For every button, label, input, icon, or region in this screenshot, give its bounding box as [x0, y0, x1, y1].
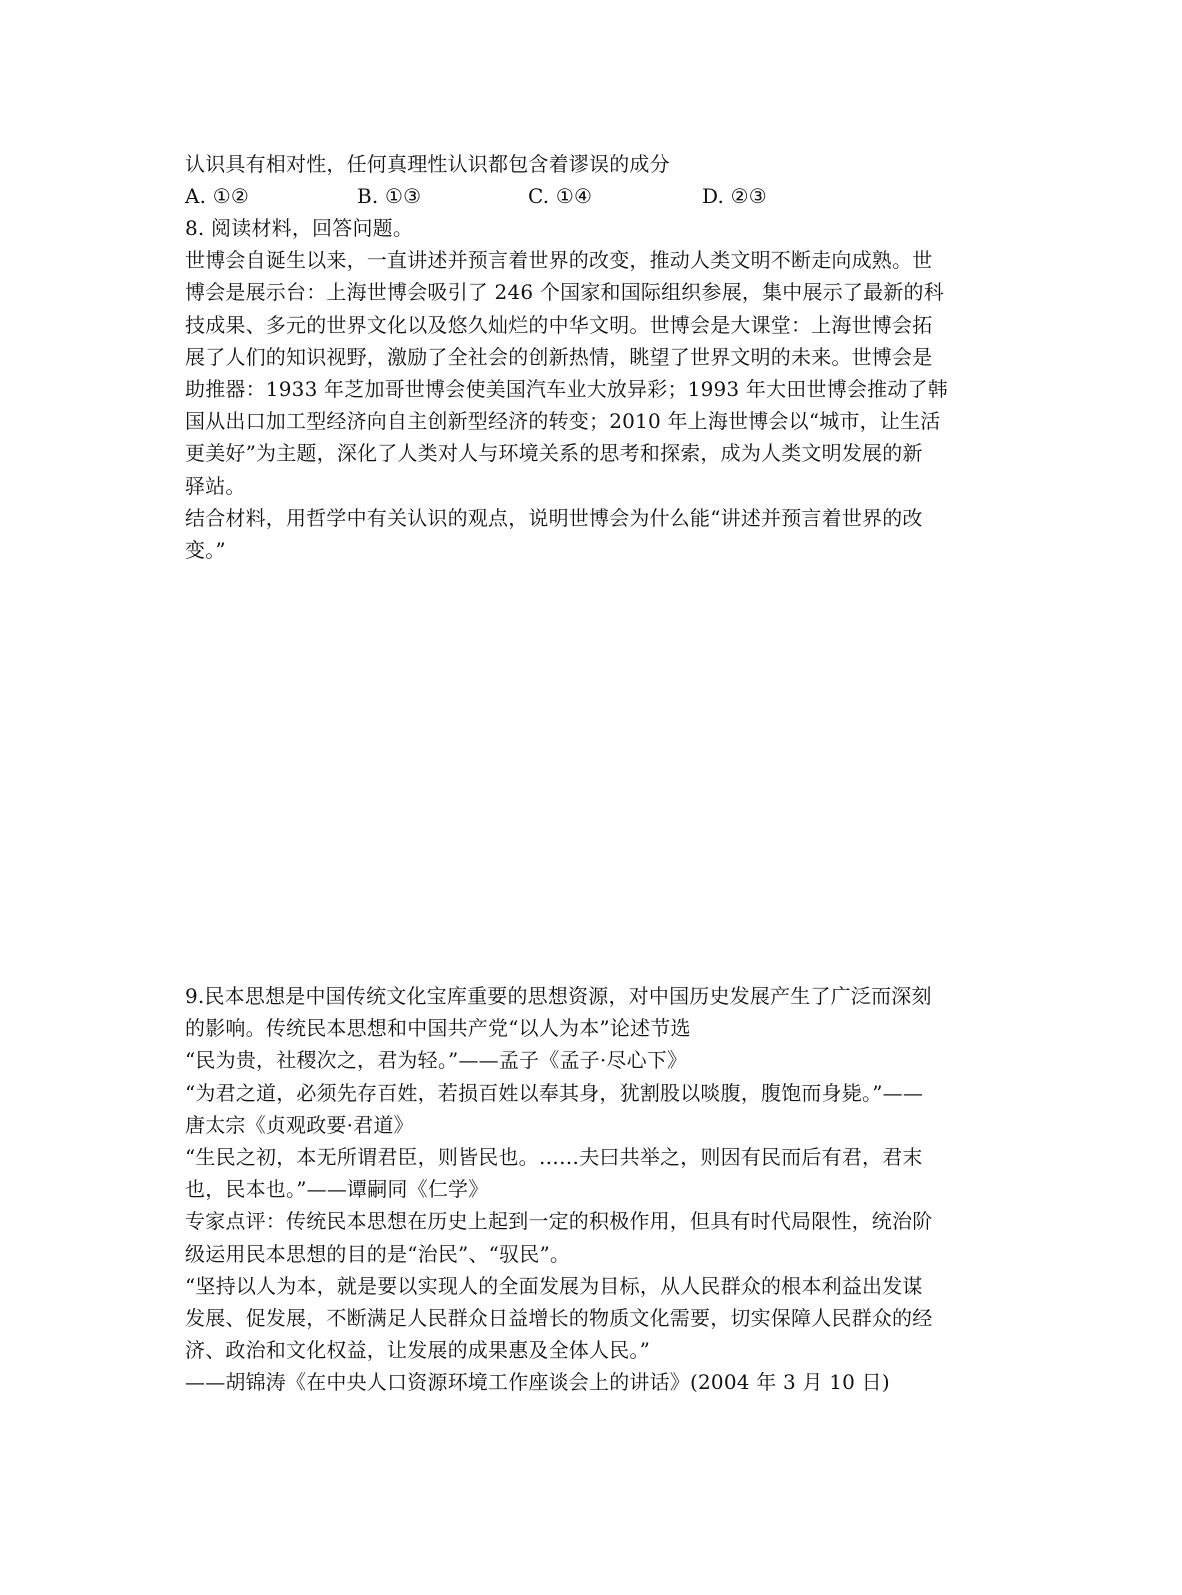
- q7-option-c: C. ①④: [528, 184, 593, 209]
- q9-quote-tan-source: 也，民本也。”——谭嗣同《仁学》: [185, 1177, 489, 1202]
- q8-material-line: 助推器：1933 年芝加哥世博会使美国汽车业大放异彩；1993 年大田世博会推动了韩: [185, 376, 948, 401]
- q8-material-line: 世博会自诞生以来，一直讲述并预言着世界的改变，推动人类文明不断走向成熟。世: [185, 248, 933, 273]
- q9-quote-hu: “坚持以人为本，就是要以实现人的全面发展为目标，从人民群众的根本利益出发谋: [185, 1273, 923, 1298]
- q8-material: [185, 244, 985, 502]
- q9-quote-taizong-source: 唐太宗《贞观政要·君道》: [185, 1112, 414, 1137]
- q7-option-a: A. ①②: [185, 184, 250, 209]
- q9-line: 9.民本思想是中国传统文化宝库重要的思想资源，对中国历史发展产生了广泛而深刻: [185, 984, 932, 1008]
- q7-option-d: D. ②③: [702, 184, 767, 209]
- q9-expert-comment: 专家点评：传统民本思想在历史上起到一定的积极作用，但具有时代局限性，统治阶: [185, 1209, 933, 1234]
- q9-expert-comment: 级运用民本思想的目的是“治民”、“驭民”。: [185, 1241, 571, 1266]
- q9-quote-hu-source: ——胡锦涛《在中央人口资源环境工作座谈会上的讲话》(2004 年 3 月 10 日): [185, 1370, 890, 1395]
- q9-quote-taizong: “为君之道，必须先存百姓，若损百姓以奉其身，犹割股以啖腹，腹饱而身毙。”——: [185, 1080, 924, 1105]
- q8-material-line: 展了人们的知识视野，激励了全社会的创新热情，眺望了世界文明的未来。世博会是: [185, 344, 933, 369]
- question-7-tail: [185, 148, 985, 212]
- question-9: [185, 980, 985, 1398]
- q8-question: [185, 502, 985, 566]
- q7-option-b: B. ①③: [357, 184, 422, 209]
- q9-quote-mencius: “民为贵，社稷次之，君为轻。”——孟子《孟子·尽心下》: [185, 1048, 688, 1073]
- q8-question-line: 变。”: [185, 537, 226, 562]
- q7-statement-tail: 认识具有相对性，任何真理性认识都包含着谬误的成分: [185, 152, 670, 176]
- q9-quote-hu: 济、政治和文化权益，让发展的成果惠及全体人民。”: [185, 1338, 651, 1363]
- q9-quote-hu: 发展、促发展，不断满足人民群众日益增长的物质文化需要，切实保障人民群众的经: [185, 1305, 933, 1330]
- q8-material-line: 更美好”为主题，深化了人类对人与环境关系的思考和探索，成为人类文明发展的新: [185, 441, 923, 466]
- q8-question-line: 结合材料，用哲学中有关认识的观点，说明世博会为什么能“讲述并预言着世界的改: [185, 505, 923, 530]
- q8-material-line: 技成果、多元的世界文化以及悠久灿烂的中华文明。世博会是大课堂：上海世博会拓: [185, 312, 933, 337]
- q8-material-line: 国从出口加工型经济向自主创新型经济的转变；2010 年上海世博会以“城市，让生活: [185, 409, 941, 434]
- q9-quote-tan: “生民之初，本无所谓君臣，则皆民也。……夫曰共举之，则因有民而后有君，君末: [185, 1144, 923, 1169]
- q8-material-line: 驿站。: [185, 473, 246, 498]
- q9-line: 的影响。传统民本思想和中国共产党“以人为本”论述节选: [185, 1016, 691, 1041]
- q8-material-line: 博会是展示台：上海世博会吸引了 246 个国家和国际组织参展，集中展示了最新的科: [185, 280, 944, 305]
- question-8: [185, 212, 985, 566]
- q7-options: [185, 180, 985, 212]
- q8-title: 8. 阅读材料，回答问题。: [185, 216, 414, 240]
